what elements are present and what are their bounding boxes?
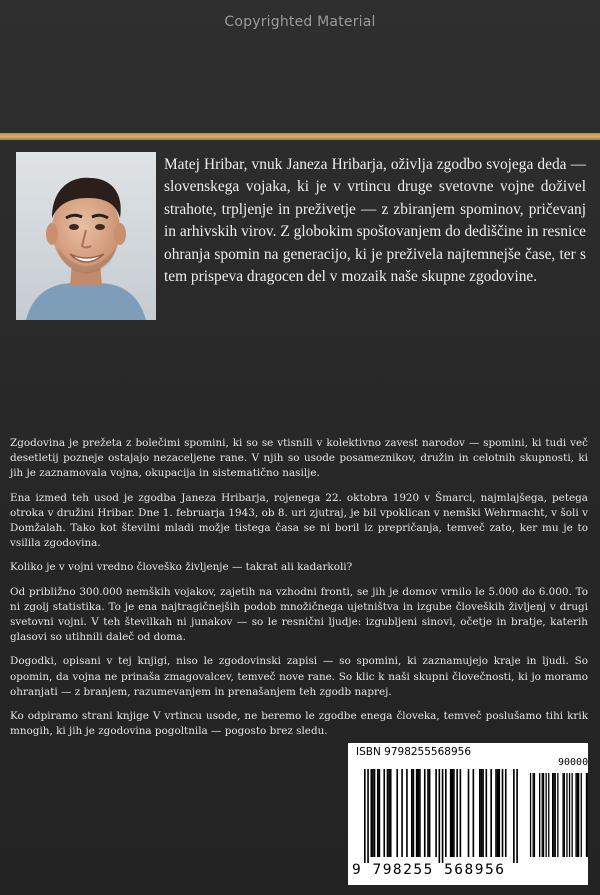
- barcode-bar: [364, 769, 366, 863]
- barcode-bar: [490, 769, 492, 857]
- barcode-bar: [473, 769, 475, 857]
- author-bio: Matej Hribar, vnuk Janeza Hribarja, oživlja zgodbo svojega deda — slovenskega vojaka, ki je v vrtincu druge svetovne vojne doživel strahote, trpljenje in preživetje — z zbiranjem spominov, pričevanj in arhivskih virov. Z globokim spoštovanjem do dediščine in resnice ohranja spomin na generacijo, ki je preživela najtemnejše čase, ter s tem prispeva dragocen del v mozaik naše skupne zgodovine.: [164, 156, 586, 286]
- barcode-addon-bar: [530, 773, 531, 857]
- description-paragraph: Dogodki, opisani v tej knjigi, niso le zgodovinski zapisi — so spomini, ki zaznamujejo kraje in ljudi. So opomin, da vojna ne prinaša zmagovalcev, temveč nove rane. So klic k naši skupni človečnosti, ki jo moramo ohranjati — z branjem, razumevanjem in prenašanjem teh zgodb naprej.: [10, 655, 588, 698]
- barcode-bar: [424, 769, 426, 857]
- barcode-bar: [419, 769, 421, 857]
- author-portrait: [16, 152, 156, 320]
- barcode-bar: [505, 769, 507, 857]
- barcode-addon-bar: [552, 773, 553, 857]
- barcode-bar: [390, 769, 392, 857]
- barcode-bar: [481, 769, 483, 857]
- barcode-bar: [453, 769, 455, 857]
- barcode-addon-bar: [555, 773, 556, 857]
- barcode-addon-bar: [564, 773, 565, 857]
- barcode-bar: [497, 769, 499, 857]
- author-portrait-image: [16, 152, 156, 320]
- description-paragraph: Od približno 300.000 nemških vojakov, zajetih na vzhodni fronti, se jih je domov vrnilo le 5.000 do 6.000. To ni zgolj statistika. To je ena najtragičnejših podob množičnega ujetništva in izgube človeških življenj v drugi svetovni vojni. V teh številkah ni junakov — so le resnični ljudje: izgubljeni sinovi, očetje in bratje, katerih glasovi so utihnili daleč od doma.: [10, 585, 588, 644]
- barcode-bar: [435, 769, 437, 857]
- barcode-bar: [460, 769, 462, 857]
- barcode-bar: [401, 769, 403, 857]
- price-code: 90000: [558, 757, 589, 768]
- barcode-bar: [445, 769, 447, 857]
- barcode-bar: [451, 769, 453, 857]
- barcode-bar: [450, 769, 452, 857]
- barcode-bar: [370, 769, 372, 857]
- barcode-bar: [442, 769, 444, 863]
- barcode-addon-bar: [577, 773, 578, 857]
- barcode-addon-bar: [566, 773, 567, 857]
- barcode-bar: [416, 769, 418, 857]
- barcode-bar: [374, 769, 376, 857]
- barcode-bar: [513, 769, 515, 863]
- barcode-addon-bar: [587, 773, 588, 857]
- barcode-addon-bar: [562, 773, 563, 857]
- barcode-bar: [417, 769, 419, 857]
- barcode-addon-bar: [581, 773, 582, 857]
- barcode-bar: [411, 769, 413, 857]
- barcode-addon-bar: [575, 773, 576, 857]
- barcode-bar: [456, 769, 458, 857]
- description-paragraph: Zgodovina je prežeta z bolečimi spomini, ki so se vtisnili v kolektivno zavest narodov — spomini, ki tudi več desetletij pozneje ostajajo nezaceljene rane. V njih so usode posameznikov, družin in celotnih skupnosti, ki jih je zaznamovala vojna, okupacija in sistematično nasilje.: [10, 437, 588, 480]
- barcode-addon-bar: [569, 773, 570, 857]
- accent-band: [0, 133, 600, 140]
- barcode-addon-bar: [548, 773, 549, 857]
- barcode-bar: [482, 769, 484, 857]
- barcode-addon-bar: [553, 773, 554, 857]
- barcode-bar: [377, 769, 379, 857]
- barcode-addon-bar: [539, 773, 540, 857]
- barcode-bar: [439, 769, 441, 863]
- barcode-bar: [429, 769, 431, 857]
- barcode-addon-bar: [557, 773, 558, 857]
- barcode-bar: [502, 769, 504, 857]
- barcode-addon-bar: [534, 773, 535, 857]
- barcode-bar: [479, 769, 481, 857]
- isbn-barcode-box: [348, 743, 588, 885]
- barcode-bar: [396, 769, 398, 857]
- barcode-addon-bar: [533, 773, 534, 857]
- barcode-bar: [516, 769, 518, 863]
- book-description: [10, 436, 588, 748]
- barcode-bar: [498, 769, 500, 857]
- barcode-addon-bar: [586, 773, 587, 857]
- barcode-bar: [495, 769, 497, 857]
- barcode-bar: [468, 769, 470, 857]
- barcode-bar: [388, 769, 390, 857]
- description-paragraph: Ena izmed teh usod je zgodba Janeza Hribarja, rojenega 22. oktobra 1920 v Šmarci, najmlajšega, petega otroka v družini Hribar. Dne 1. februarja 1943, ob 8. uri zjutraj, je bil vpoklican v nemški Wehrmacht, v šoli v Domžalah. Tako kot številni mladi možje tistega časa se ni boril iz prepričanja, temveč zato, ker mu je to vsilila zgodovina.: [10, 491, 588, 550]
- barcode-bar: [379, 769, 381, 857]
- isbn-digits: 9 798255 568956: [352, 862, 506, 878]
- barcode-bar: [383, 769, 385, 857]
- barcode-addon-bar: [543, 773, 544, 857]
- barcode-addon-bar: [572, 773, 573, 857]
- description-paragraph: Koliko je v vojni vredno človeško življenje — takrat ali kadarkoli?: [10, 561, 353, 574]
- description-paragraph: Ko odpiramo strani knjige V vrtincu usode, ne beremo le zgodbe enega človeka, temveč poslušamo tihi krik mnogih, ki jih je zgodovina pogoltnila — pogosto brez sledu.: [10, 710, 588, 738]
- copyright-watermark: Copyrighted Material: [224, 14, 376, 30]
- barcode-bar: [486, 769, 488, 857]
- barcode-bar: [427, 769, 429, 857]
- isbn-label: ISBN 9798255568956: [356, 746, 472, 758]
- barcode-bar: [367, 769, 369, 863]
- barcode-bar: [387, 769, 389, 857]
- barcode-addon-bar: [546, 773, 547, 857]
- barcode-addon-bar: [578, 773, 579, 857]
- barcode-bar: [406, 769, 408, 857]
- barcode-bar: [372, 769, 374, 857]
- barcode-bar: [413, 769, 415, 857]
- barcode-addon-bar: [542, 773, 543, 857]
